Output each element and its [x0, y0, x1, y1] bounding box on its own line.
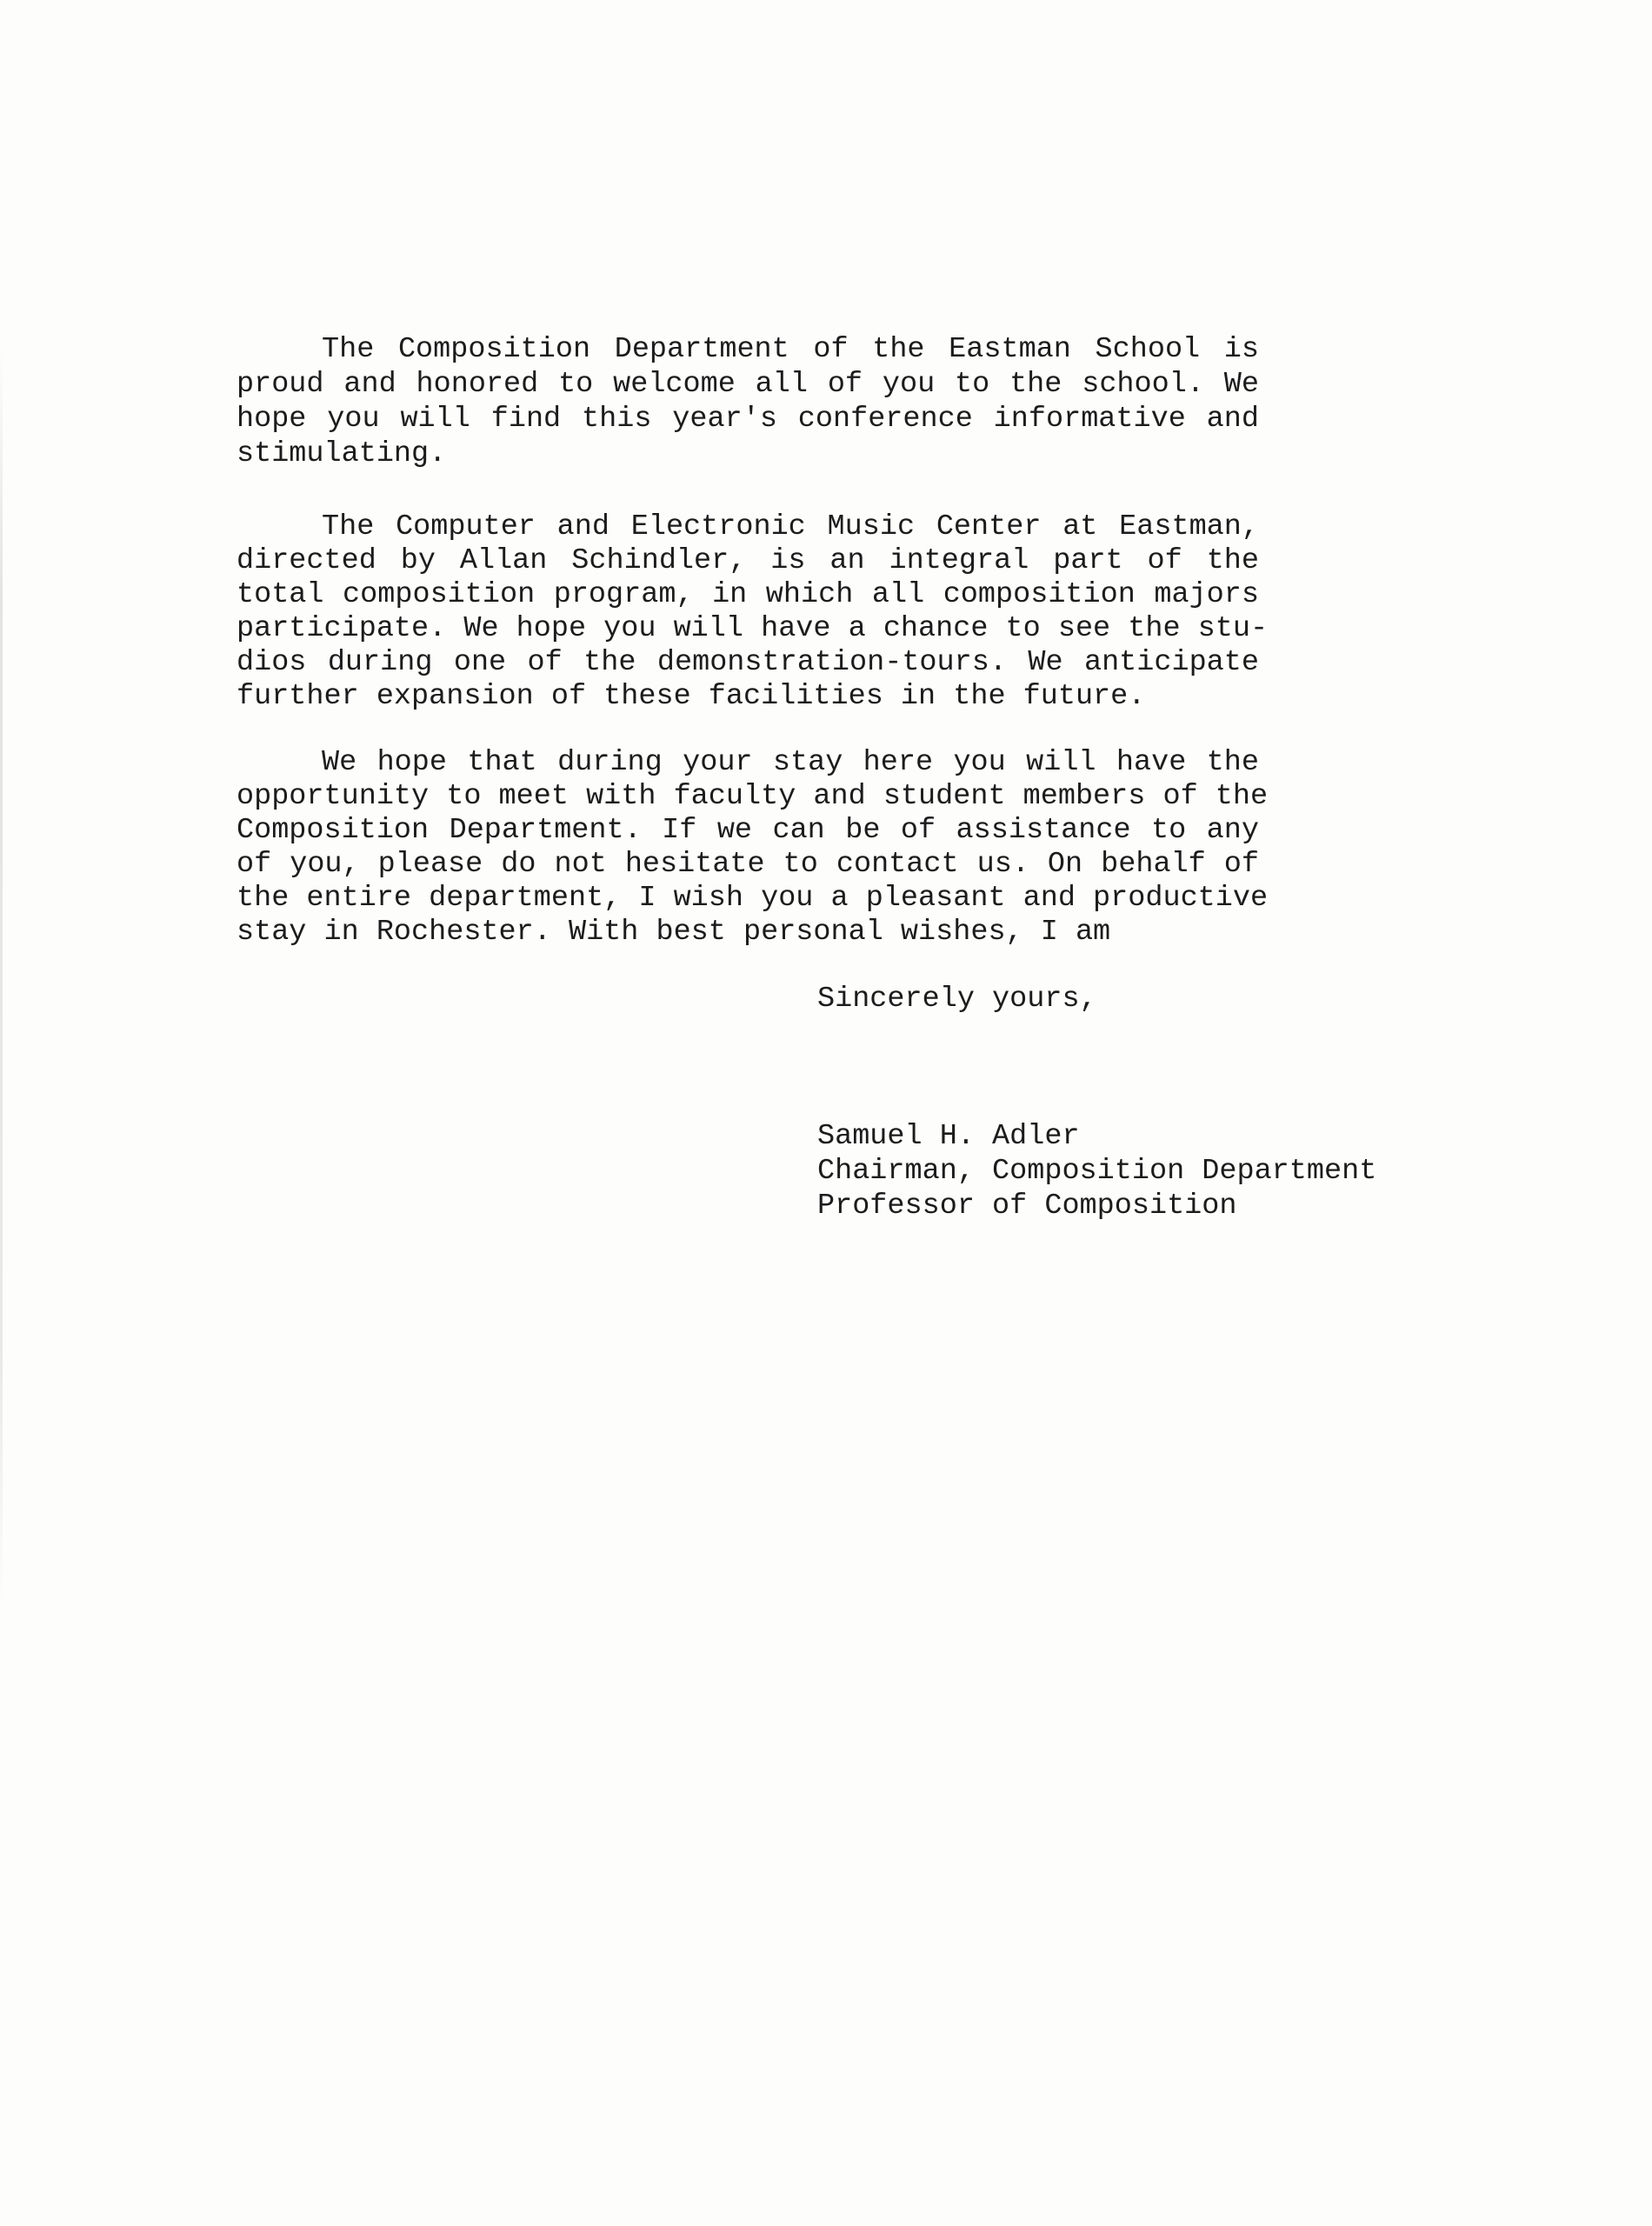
- paragraph-1-line-2: proud and honored to welcome all of you to the school. We: [236, 368, 1259, 401]
- paragraph-3-line-5: the entire department, I wish you a pleasant and productive: [236, 882, 1269, 915]
- signature-name: Samuel H. Adler: [817, 1120, 1080, 1153]
- paragraph-1-line-4: stimulating.: [236, 437, 447, 470]
- closing: Sincerely yours,: [817, 983, 1097, 1016]
- page-edge-shadow: [0, 348, 3, 1609]
- paragraph-2-line-6: further expansion of these facilities in the future.: [236, 680, 1146, 713]
- paragraph-3-line-1: We hope that during your stay here you will have the: [322, 746, 1259, 779]
- paragraph-2-line-2: directed by Allan Schindler, is an integral part of the: [236, 544, 1259, 577]
- paragraph-3-line-4: of you, please do not hesitate to contact us. On behalf of: [236, 848, 1259, 881]
- paragraph-2-line-4: participate. We hope you will have a chance to see the stu-: [236, 612, 1269, 645]
- paragraph-2-line-1: The Computer and Electronic Music Center at Eastman,: [322, 510, 1259, 543]
- paragraph-2-line-5: dios during one of the demonstration-tours. We anticipate: [236, 646, 1259, 679]
- paragraph-1-line-3: hope you will find this year's conference informative and: [236, 403, 1259, 436]
- paragraph-1-line-1: The Composition Department of the Eastman School is: [322, 333, 1259, 366]
- paragraph-3-line-6: stay in Rochester. With best personal wishes, I am: [236, 916, 1111, 949]
- paragraph-2-line-3: total composition program, in which all composition majors: [236, 578, 1259, 611]
- signature-position: Professor of Composition: [817, 1190, 1237, 1223]
- paragraph-3-line-3: Composition Department. If we can be of assistance to any: [236, 814, 1259, 847]
- paragraph-3-line-2: opportunity to meet with faculty and student members of the: [236, 780, 1269, 813]
- signature-title: Chairman, Composition Department: [817, 1155, 1377, 1188]
